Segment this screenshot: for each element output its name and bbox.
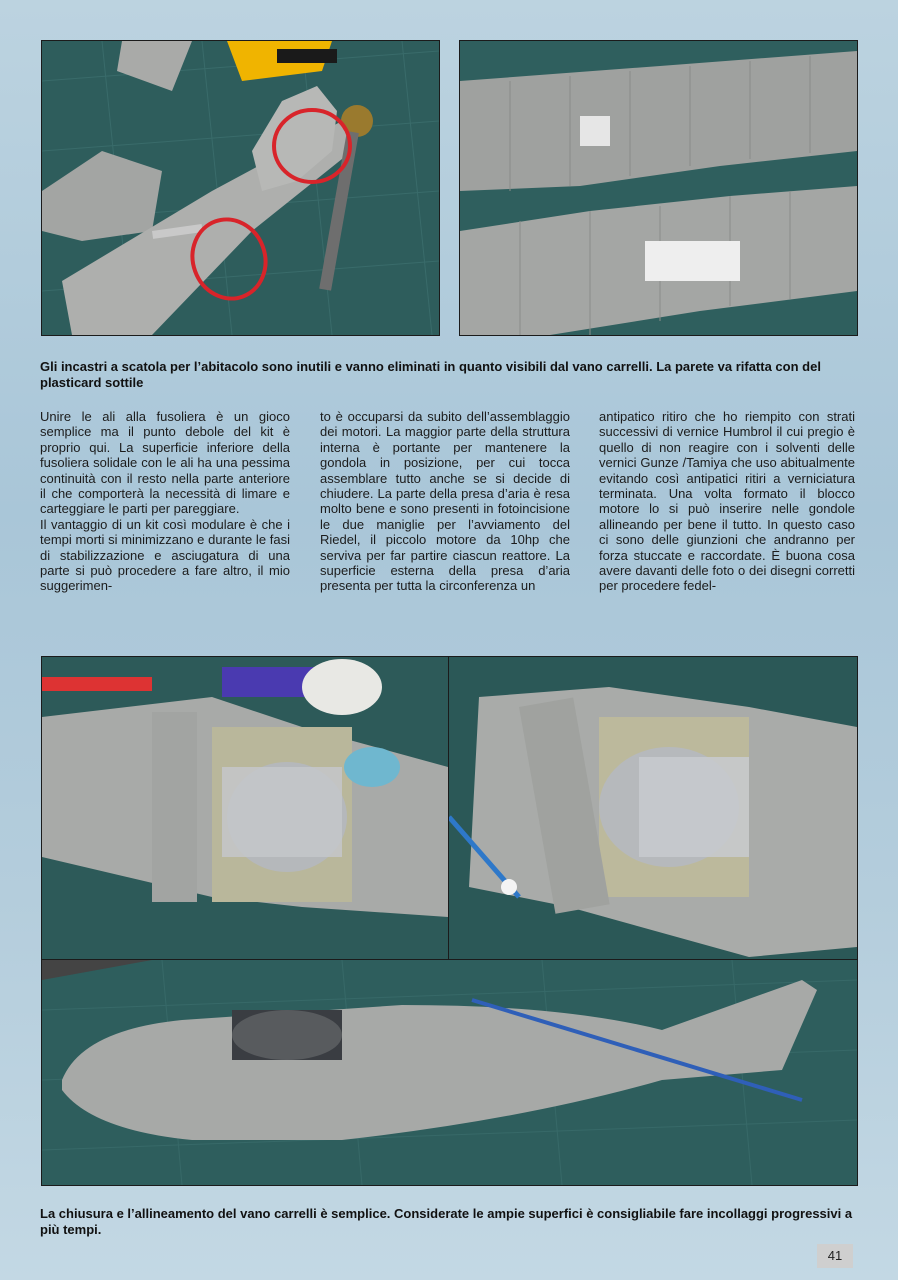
photo-fuselage-cockpit-boxes: [41, 40, 440, 336]
fuselage-photo-icon: [42, 41, 439, 335]
caption-top: Gli incastri a scatola per l’abitacolo sono inutili e vanno eliminati in quanto visibili dal vano carrelli. La parete va rifatta con del plasticard sottile: [40, 359, 821, 390]
text-column-3: [599, 409, 855, 594]
photo-engine-nacelle-open: [41, 656, 449, 960]
photo-engine-nacelle-detail: [448, 656, 858, 960]
text-column-1: [40, 409, 290, 594]
engine-detail-photo-icon: [449, 657, 857, 959]
page-number: 41: [817, 1244, 853, 1268]
paragraph: Il vantaggio di un kit così modulare è che i tempi morti si minimizzano e durante le fasi di stabilizzazione e asciugatura di una parte si può procedere a fare altro, il mio suggerimen-: [40, 516, 290, 594]
caption-bottom: La chiusura e l’allineamento del vano carrelli è semplice. Considerate le ampie superfici è consigliabile fare incollaggi progressivi a più tempi.: [40, 1206, 853, 1237]
paragraph: antipatico ritiro che ho riempito con strati successivi di vernice Humbrol il cui pregio è quello di non reagire con i solventi delle vernici Gunze /Tamiya che uso abitualmente evitando così antipatici ritiri a verniciatura terminata. Una volta formato il blocco motore lo si può inserire nelle gondole allineando per bene il tutto. In questo caso ci sono delle giunzioni che andranno per forza stuccate e raccordate. È buona cosa avere davanti delle foto o dei disegni corretti per procedere fedel-: [599, 409, 855, 594]
paragraph: to è occuparsi da subito dell’assemblaggio dei motori. La maggior parte della struttura interna è portante per mantenere la gondola in posizione, per cui tocca assemblare tutto anche se si decide di chiudere. La parte della presa d’aria è resa molto bene e sono presenti in fotoincisione le due maniglie per l’avviamento del Riedel, il piccolo motore da 10hp che serviva per far partire ciascun reattore. La superficie esterna della presa d’aria presenta per tutta la circonferenza un: [320, 409, 570, 594]
photo-fuselage-assembled: [41, 959, 858, 1186]
wing-photo-icon: [460, 41, 857, 335]
engine-photo-icon: [42, 657, 448, 959]
assembled-fuselage-photo-icon: [42, 960, 857, 1185]
paragraph: Unire le ali alla fusoliera è un gioco semplice ma il punto debole del kit è proprio qui. La superficie inferiore della fusoliera solidale con le ali ha una pessima continuità con il resto nella parte anteriore il che comporterà la necessità di limare e carteggiare le parti per pareggiare.: [40, 409, 290, 517]
text-column-2: [320, 409, 570, 594]
photo-wing-interior: [459, 40, 858, 336]
